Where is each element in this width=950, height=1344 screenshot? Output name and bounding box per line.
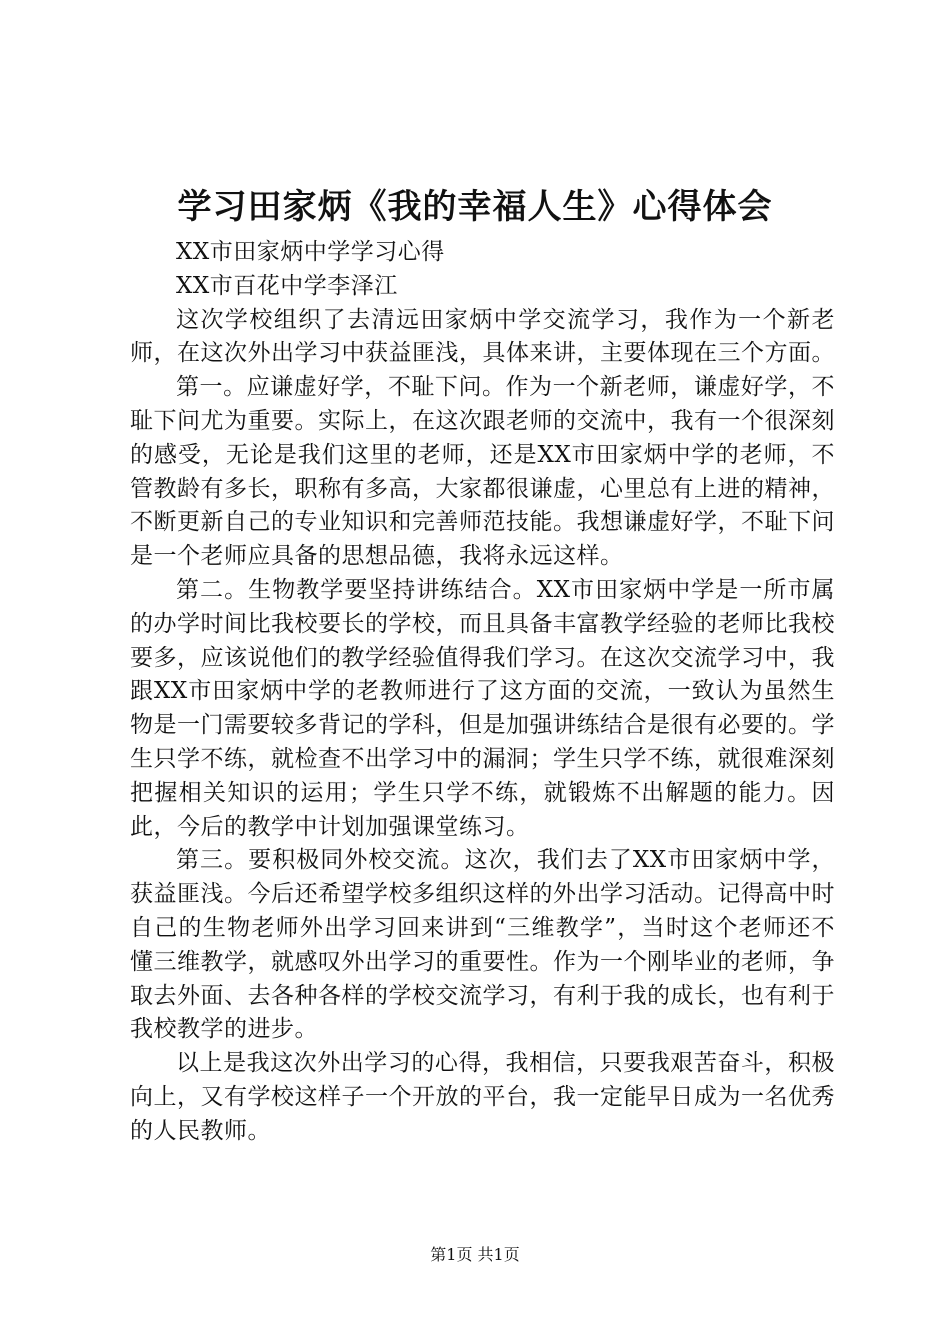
- document-title: 学习田家炳《我的幸福人生》心得体会: [177, 187, 773, 227]
- page-number: 第1页 共1页: [430, 1245, 520, 1264]
- document-body: [130, 236, 835, 1149]
- body-paragraph: 第三。要积极同外校交流。这次，我们去了XX市田家炳中学，获益匪浅。今后还希望学校多组织这样的外出学习活动。记得高中时自己的生物老师外出学习回来讲到“三维教学”，当时这个老师还不懂三维教学，就感叹外出学习的重要性。作为一个刚毕业的老师，争取去外面、去各种各样的学校交流学习，有利于我的成长，也有利于我校教学的进步。: [130, 847, 835, 1043]
- subtitle-line: XX市田家炳中学学习心得: [176, 239, 445, 265]
- body-paragraph: 第二。生物教学要坚持讲练结合。XX市田家炳中学是一所市属的办学时间比我校要长的学校，而且具备丰富教学经验的老师比我校要多，应该说他们的教学经验值得我们学习。在这次交流学习中，我跟XX市田家炳中学的老教师进行了这方面的交流，一致认为虽然生物是一门需要较多背记的学科，但是加强讲练结合是很有必要的。学生只学不练，就检查不出学习中的漏洞；学生只学不练，就很难深刻把握相关知识的运用；学生只学不练，就锻炼不出解题的能力。因此，今后的教学中计划加强课堂练习。: [130, 576, 835, 840]
- body-paragraph: 这次学校组织了去清远田家炳中学交流学习，我作为一个新老师，在这次外出学习中获益匪浅，具体来讲，主要体现在三个方面。: [130, 306, 835, 367]
- author-line: XX市百花中学李泽江: [176, 272, 398, 299]
- body-paragraph: 第一。应谦虚好学，不耻下问。作为一个新老师，谦虚好学，不耻下问尤为重要。实际上，在这次跟老师的交流中，我有一个很深刻的感受，无论是我们这里的老师，还是XX市田家炳中学的老师，不管教龄有多长，职称有多高，大家都很谦虚，心里总有上进的精神，不断更新自己的专业知识和完善师范技能。我想谦虚好学，不耻下问是一个老师应具备的思想品德，我将永远这样。: [130, 374, 835, 570]
- body-paragraph: 以上是我这次外出学习的心得，我相信，只要我艰苦奋斗，积极向上，又有学校这样子一个开放的平台，我一定能早日成为一名优秀的人民教师。: [130, 1050, 835, 1144]
